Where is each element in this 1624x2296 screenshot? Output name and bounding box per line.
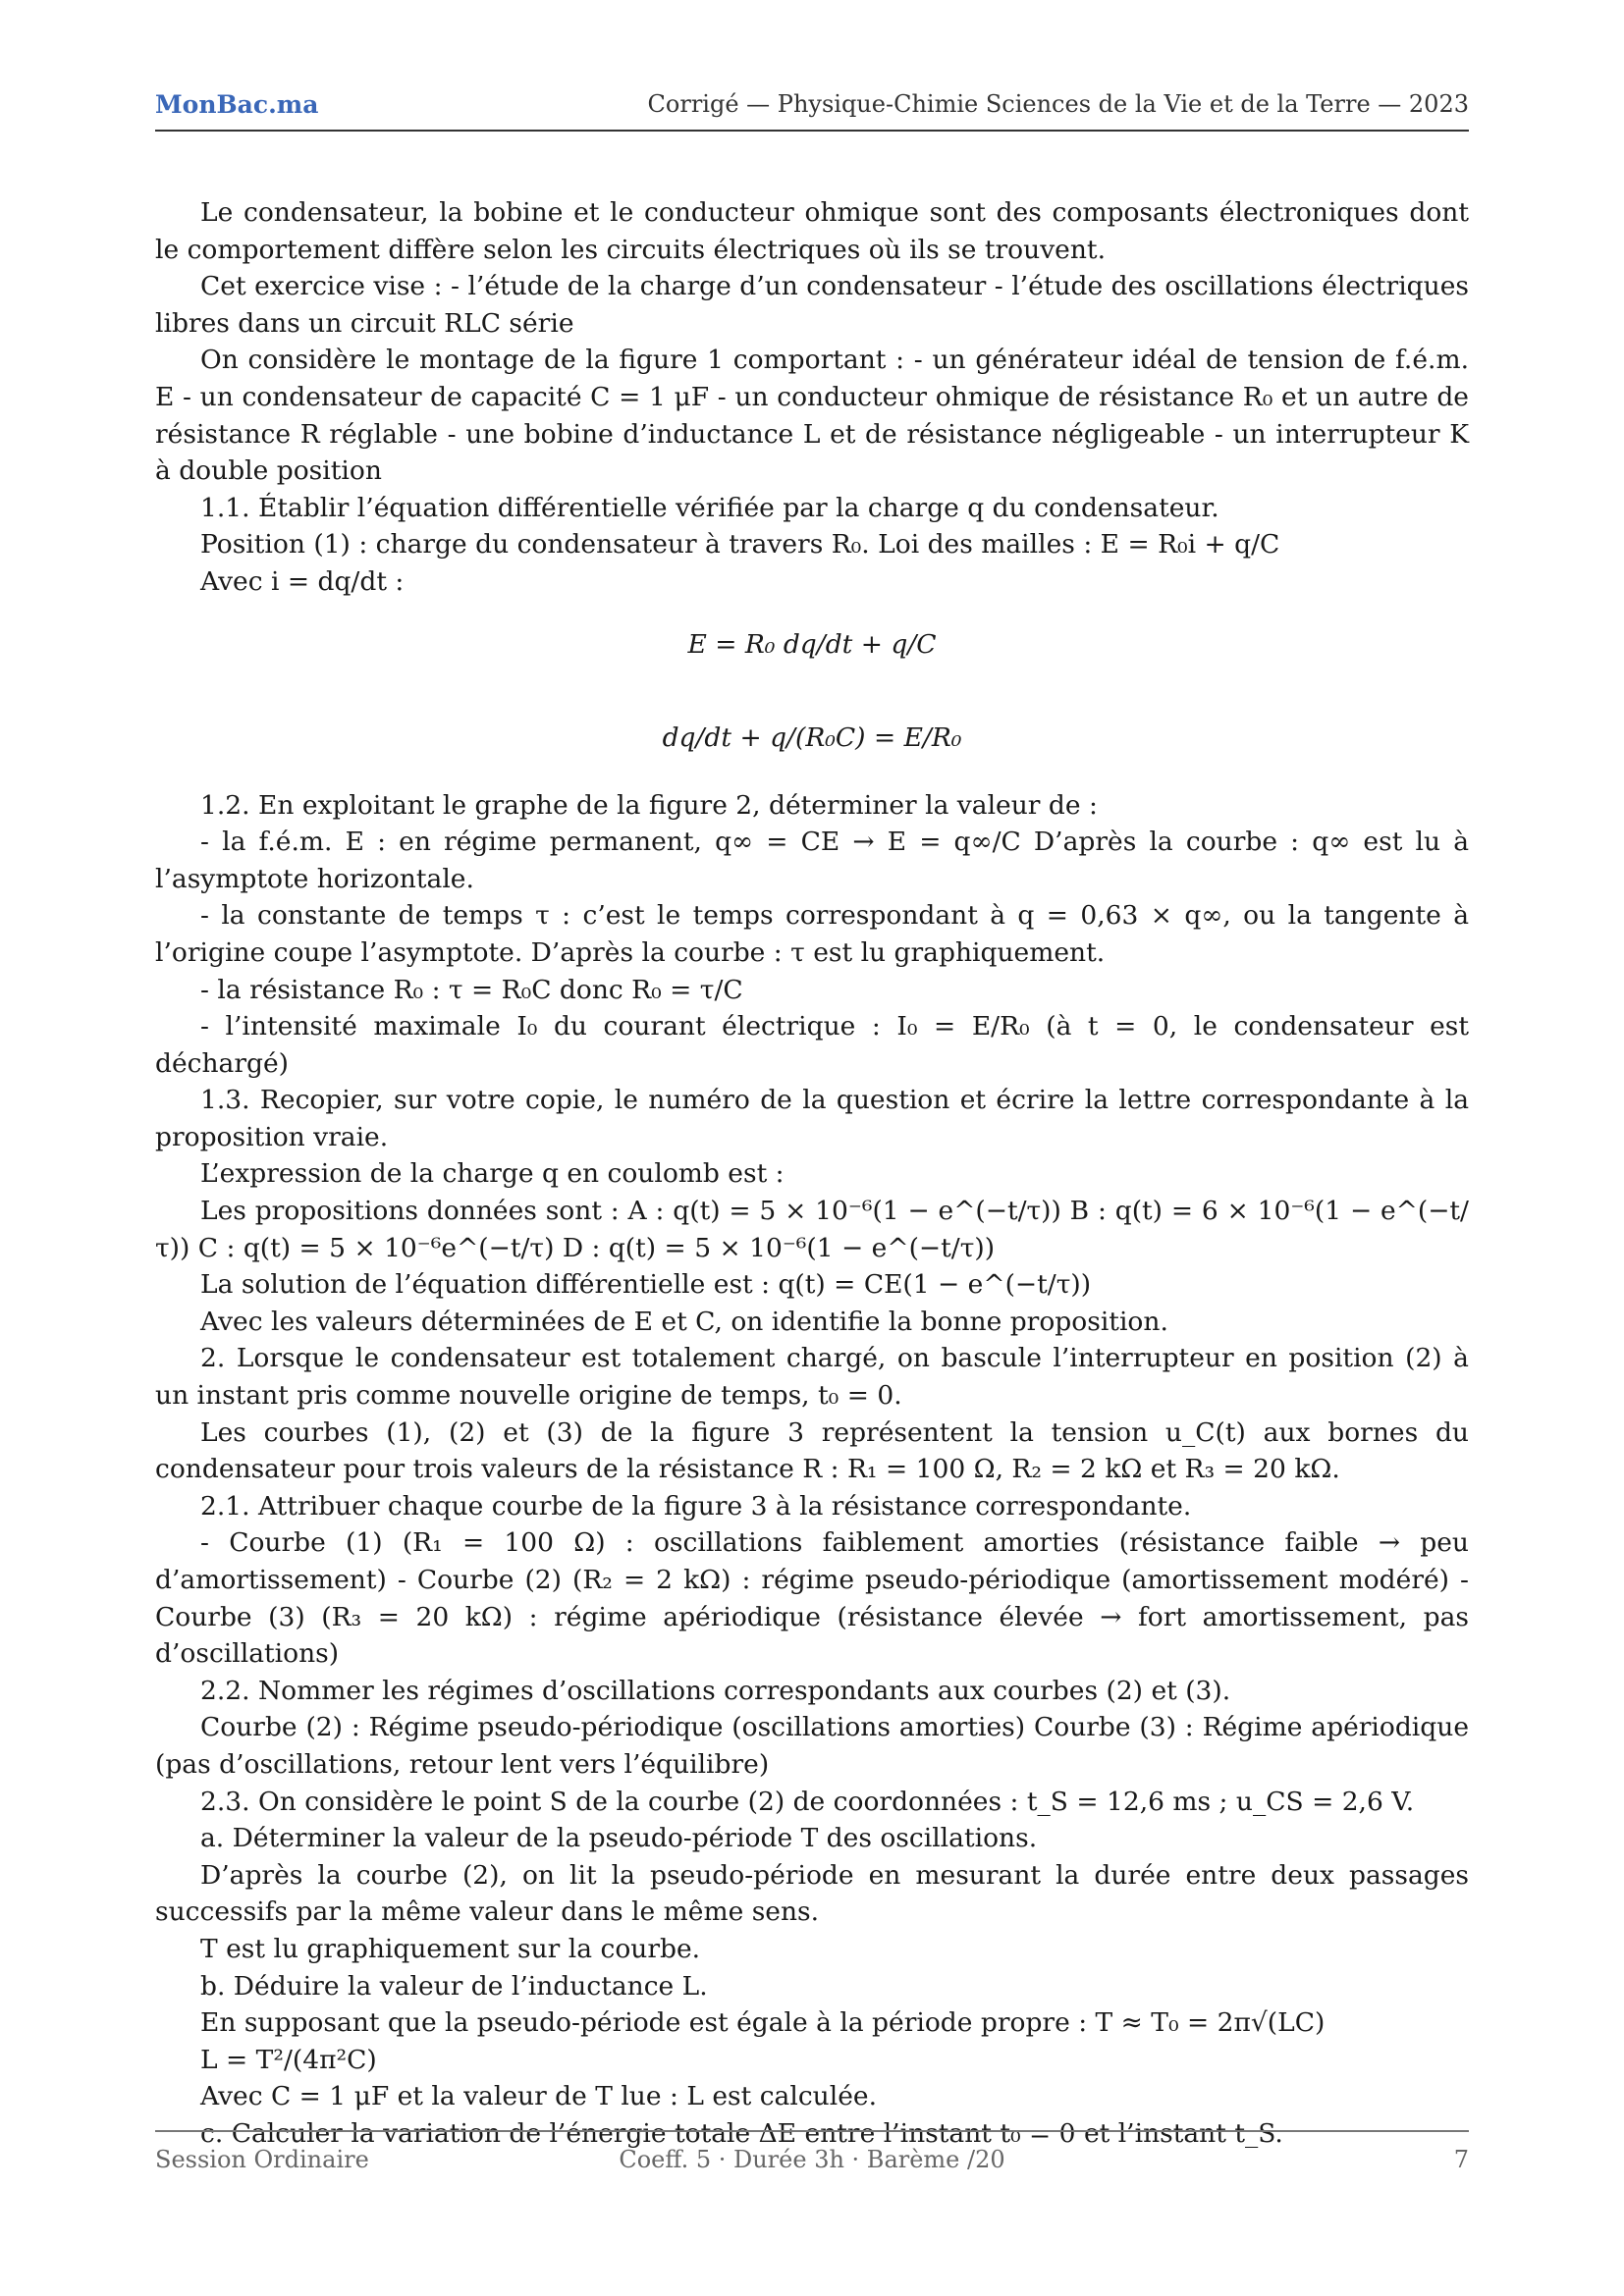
question-2-3: 2.3. On considère le point S de la courbe (2) de coordonnées : t_S = 12,6 ms ; u_CS = 2,6 V. <box>200 1786 1415 1817</box>
paragraph: Avec C = 1 μF et la valeur de T lue : L est calculée. <box>200 2081 877 2112</box>
session-label: Session Ordinaire <box>155 2146 369 2173</box>
paragraph: - la résistance R₀ : τ = R₀C donc R₀ = τ/C <box>200 974 743 1005</box>
question-2-3-c: c. Calculer la variation de l’énergie totale ΔE entre l’instant t₀ = 0 et l’instant t_S. <box>200 2117 1283 2149</box>
document-title: Corrigé — Physique-Chimie Sciences de la Vie et de la Terre — 2023 <box>647 90 1469 118</box>
paragraph: - la constante de temps τ : c’est le temps correspondant à q = 0,63 × q∞, ou la tangente à l’origine coupe l’asymptote. D’après la courbe : τ est lu graphiquement. <box>155 900 1469 968</box>
question-2-3-a: a. Déterminer la valeur de la pseudo-période T des oscillations. <box>200 1823 1038 1854</box>
paragraph: Avec i = dq/dt : <box>200 565 405 597</box>
exam-info: Coeff. 5 · Durée 3h · Barème /20 <box>619 2146 1005 2173</box>
page-footer <box>155 2130 1469 2191</box>
question-1-3: 1.3. Recopier, sur votre copie, le numéro de la question et écrire la lettre correspondante à la proposition vraie. <box>155 1085 1469 1152</box>
paragraph: L’expression de la charge q en coulomb est : <box>200 1158 785 1190</box>
paragraph: Les propositions données sont : A : q(t) = 5 × 10⁻⁶(1 − e^(−t/τ)) B : q(t) = 6 × 10⁻⁶(1 − e^(−t/τ)) C : q(t) = 5 × 10⁻⁶e^(−t/τ) D : q(t) = 5 × 10⁻⁶(1 − e^(−t/τ)) <box>155 1196 1469 1263</box>
paragraph: T est lu graphiquement sur la courbe. <box>200 1933 701 1964</box>
paragraph: L = T²/(4π²C) <box>200 2044 377 2075</box>
question-2-3-b: b. Déduire la valeur de l’inductance L. <box>200 1970 708 2002</box>
paragraph: Avec les valeurs déterminées de E et C, on identifie la bonne proposition. <box>200 1306 1168 1337</box>
paragraph: La solution de l’équation différentielle est : q(t) = CE(1 − e^(−t/τ)) <box>200 1269 1092 1301</box>
paragraph: Le condensateur, la bobine et le conducteur ohmique sont des composants électroniques dont le comportement diffère selon les circuits électriques où ils se trouvent. <box>155 197 1469 265</box>
paragraph: Courbe (2) : Régime pseudo-périodique (oscillations amorties) Courbe (3) : Régime apériodique (pas d’oscillations, retour lent vers l’équilibre) <box>155 1712 1469 1780</box>
question-1-2: 1.2. En exploitant le graphe de la figure 2, déterminer la valeur de : <box>200 789 1098 821</box>
paragraph: - l’intensité maximale I₀ du courant électrique : I₀ = E/R₀ (à t = 0, le condensateur est déchargé) <box>155 1011 1469 1079</box>
brand-logo-text[interactable]: MonBac.ma <box>155 90 319 119</box>
paragraph: - la f.é.m. E : en régime permanent, q∞ = CE → E = q∞/C D’après la courbe : q∞ est lu à l’asymptote horizontale. <box>155 827 1469 894</box>
paragraph: - Courbe (1) (R₁ = 100 Ω) : oscillations faiblement amorties (résistance faible → peu d’amortissement) - Courbe (2) (R₂ = 2 kΩ) : régime pseudo-périodique (amortissement modéré) - Courbe (3) (R₃ = 20 kΩ) : régime apériodique (résistance élevée → fort amortissement, pas d’oscillations) <box>155 1527 1469 1670</box>
question-2: 2. Lorsque le condensateur est totalement chargé, on bascule l’interrupteur en position (2) à un instant pris comme nouvelle origine de temps, t₀ = 0. <box>155 1343 1469 1412</box>
page-number: 7 <box>1453 2146 1469 2173</box>
paragraph: Les courbes (1), (2) et (3) de la figure 3 représentent la tension u_C(t) aux bornes du condensateur pour trois valeurs de la résistance R : R₁ = 100 Ω, R₂ = 2 kΩ et R₃ = 20 kΩ. <box>155 1416 1469 1485</box>
equation-1: E = R₀ dq/dt + q/C <box>687 628 937 660</box>
question-1-1: 1.1. Établir l’équation différentielle vérifiée par la charge q du condensateur. <box>200 492 1219 523</box>
question-2-1: 2.1. Attribuer chaque courbe de la figure 3 à la résistance correspondante. <box>200 1490 1192 1522</box>
page-header <box>155 90 1469 132</box>
equation-2: dq/dt + q/(R₀C) = E/R₀ <box>662 721 962 753</box>
paragraph: En supposant que la pseudo-période est égale à la période propre : T ≈ T₀ = 2π√(LC) <box>200 2007 1326 2039</box>
paragraph: Position (1) : charge du condensateur à travers R₀. Loi des mailles : E = R₀i + q/C <box>200 529 1280 561</box>
paragraph: On considère le montage de la figure 1 comportant : - un générateur idéal de tension de f.é.m. E - un condensateur de capacité C = 1 μF - un conducteur ohmique de résistance R₀ et un autre de résistance R réglable - une bobine d’inductance L et de résistance négligeable - un interrupteur K à double position <box>155 345 1469 487</box>
paragraph: Cet exercice vise : - l’étude de la charge d’un condensateur - l’étude des oscillations électriques libres dans un circuit RLC série <box>155 271 1469 339</box>
question-2-2: 2.2. Nommer les régimes d’oscillations correspondants aux courbes (2) et (3). <box>200 1675 1231 1706</box>
document-body <box>155 194 1469 2153</box>
paragraph: D’après la courbe (2), on lit la pseudo-période en mesurant la durée entre deux passages successifs par la même valeur dans le même sens. <box>155 1859 1469 1928</box>
